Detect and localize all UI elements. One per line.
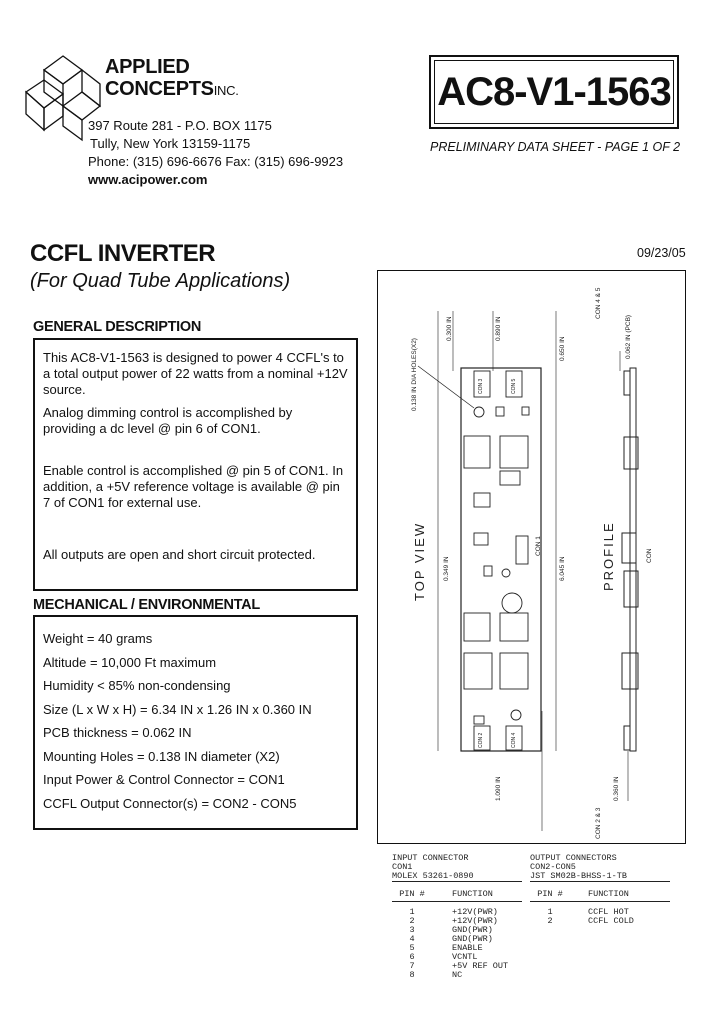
con45-label: CON 4 & 5 (595, 287, 602, 319)
output-connector-part: JST SM02B-BHSS-1-TB (530, 872, 670, 882)
general-description-heading: GENERAL DESCRIPTION (33, 319, 202, 335)
board-con5: CON 5 (511, 378, 517, 394)
col-function: FUNCTION (452, 889, 493, 899)
col-pin: PIN # (537, 889, 563, 899)
website-link[interactable]: www.acipower.com (88, 172, 208, 187)
phone-fax: Phone: (315) 696-6676 Fax: (315) 696-9923 (88, 154, 344, 169)
general-paragraph: Enable control is accomplished @ pin 5 of CON1. In addition, a +5V reference voltage is available @ pin 7 of CON1 for external use. (43, 463, 344, 510)
spec-row: PCB thickness = 0.062 IN (43, 725, 192, 740)
con23-label: CON 2 & 3 (595, 807, 602, 839)
spec-row: Input Power & Control Connector = CON1 (43, 772, 285, 787)
dim-1090: 1.090 IN (495, 776, 502, 801)
general-paragraph: This AC8-V1-1563 is designed to power 4 CCFL's to a total output power of 22 watts from a nominal +12V source. (43, 350, 348, 397)
drawing-svg (378, 271, 685, 843)
dim-300: 0.300 IN (446, 316, 453, 341)
dim-650: 0.650 IN (559, 336, 566, 361)
spec-row: Altitude = 10,000 Ft maximum (43, 654, 217, 670)
pin-function: NC (452, 970, 463, 980)
product-title: CCFL INVERTER (30, 240, 216, 267)
table-row (392, 971, 522, 980)
input-connector-title: INPUT CONNECTOR (392, 853, 469, 863)
pin-number: 8 (409, 970, 415, 980)
pin-function: +5V REF OUT (452, 961, 509, 971)
input-connector-con: CON1 (392, 862, 413, 872)
mechanical-drawing (377, 270, 686, 844)
spec-row: Weight = 40 grams (43, 631, 153, 646)
general-paragraph: Analog dimming control is accomplished by providing a dc level @ pin 6 of CON1. (43, 405, 293, 436)
spec-row: Size (L x W x H) = 6.34 IN x 1.26 IN x 0.360 IN (43, 701, 312, 717)
company-suffix: INC. (213, 83, 239, 98)
profile-view (622, 368, 638, 751)
spec-row: Humidity < 85% non-condensing (43, 678, 231, 693)
board-con2: CON 2 (478, 732, 484, 748)
top-view-label: TOP VIEW (412, 521, 427, 601)
pin-function: +12V(PWR) (452, 916, 498, 926)
mechanical-heading: MECHANICAL / ENVIRONMENTAL (33, 597, 260, 613)
input-connector-table (392, 854, 522, 980)
output-connector-title: OUTPUT CONNECTORS (530, 853, 617, 863)
col-pin: PIN # (399, 889, 425, 899)
pin-function: ENABLE (452, 943, 483, 953)
sheet-date: 09/23/05 (637, 246, 686, 260)
output-connector-table (530, 854, 670, 926)
pin-number: 2 (547, 916, 553, 926)
dim-062: 0.062 IN (PCB) (625, 314, 632, 359)
pin-number: 7 (409, 961, 415, 971)
col-function: FUNCTION (588, 889, 629, 899)
pin-function: GND(PWR) (452, 925, 493, 935)
company-name (105, 56, 239, 102)
pin-number: 5 (409, 943, 415, 953)
dim-890: 0.890 IN (495, 316, 502, 341)
pin-function: CCFL HOT (588, 907, 629, 917)
con1-label: CON 1 (535, 536, 542, 556)
general-description-box (33, 338, 358, 591)
sheet-info: PRELIMINARY DATA SHEET - PAGE 1 OF 2 (430, 140, 681, 154)
company-address (88, 117, 343, 189)
pin-function: +12V(PWR) (452, 907, 498, 917)
table-row (530, 917, 670, 926)
dim-349: 0.349 IN (443, 556, 450, 581)
pin-number: 1 (547, 907, 553, 917)
pcb-components (464, 371, 529, 750)
spec-row: CCFL Output Connector(s) = CON2 - CON5 (43, 795, 297, 811)
profile-label: PROFILE (601, 521, 616, 591)
address-line1: 397 Route 281 - P.O. BOX 1175 (88, 118, 272, 133)
pin-number: 2 (409, 916, 415, 926)
pin-number: 4 (409, 934, 415, 944)
spec-row: Mounting Holes = 0.138 IN diameter (X2) (43, 748, 280, 764)
pin-number: 1 (409, 907, 415, 917)
part-number: AC8-V1-1563 (434, 60, 674, 124)
mechanical-box (33, 615, 358, 830)
input-connector-part: MOLEX 53261-0890 (392, 872, 522, 882)
dim-6045: 6.045 IN (559, 556, 566, 581)
output-connector-con: CON2-CON5 (530, 862, 576, 872)
pcb-outline (461, 368, 541, 751)
address-line2: Tully, New York 13159-1175 (90, 136, 251, 151)
output-table-header (530, 890, 670, 902)
part-number-box (429, 55, 679, 129)
con-profile-label: CON (646, 548, 653, 563)
dim-360: 0.360 IN (613, 776, 620, 801)
company-name-line2: CONCEPTS (105, 78, 214, 100)
general-paragraph: All outputs are open and short circuit protected. (43, 547, 316, 562)
dim-holes: 0.138 IN DIA HOLES(X2) (411, 338, 418, 411)
pin-number: 6 (409, 952, 415, 962)
product-subtitle: (For Quad Tube Applications) (30, 270, 291, 292)
pin-function: CCFL COLD (588, 916, 634, 926)
pin-function: VCNTL (452, 952, 478, 962)
pin-number: 3 (409, 925, 415, 935)
board-con4: CON 4 (511, 732, 517, 748)
company-name-line1: APPLIED (105, 56, 190, 78)
pin-function: GND(PWR) (452, 934, 493, 944)
input-table-header (392, 890, 522, 902)
board-con3: CON 3 (478, 378, 484, 394)
